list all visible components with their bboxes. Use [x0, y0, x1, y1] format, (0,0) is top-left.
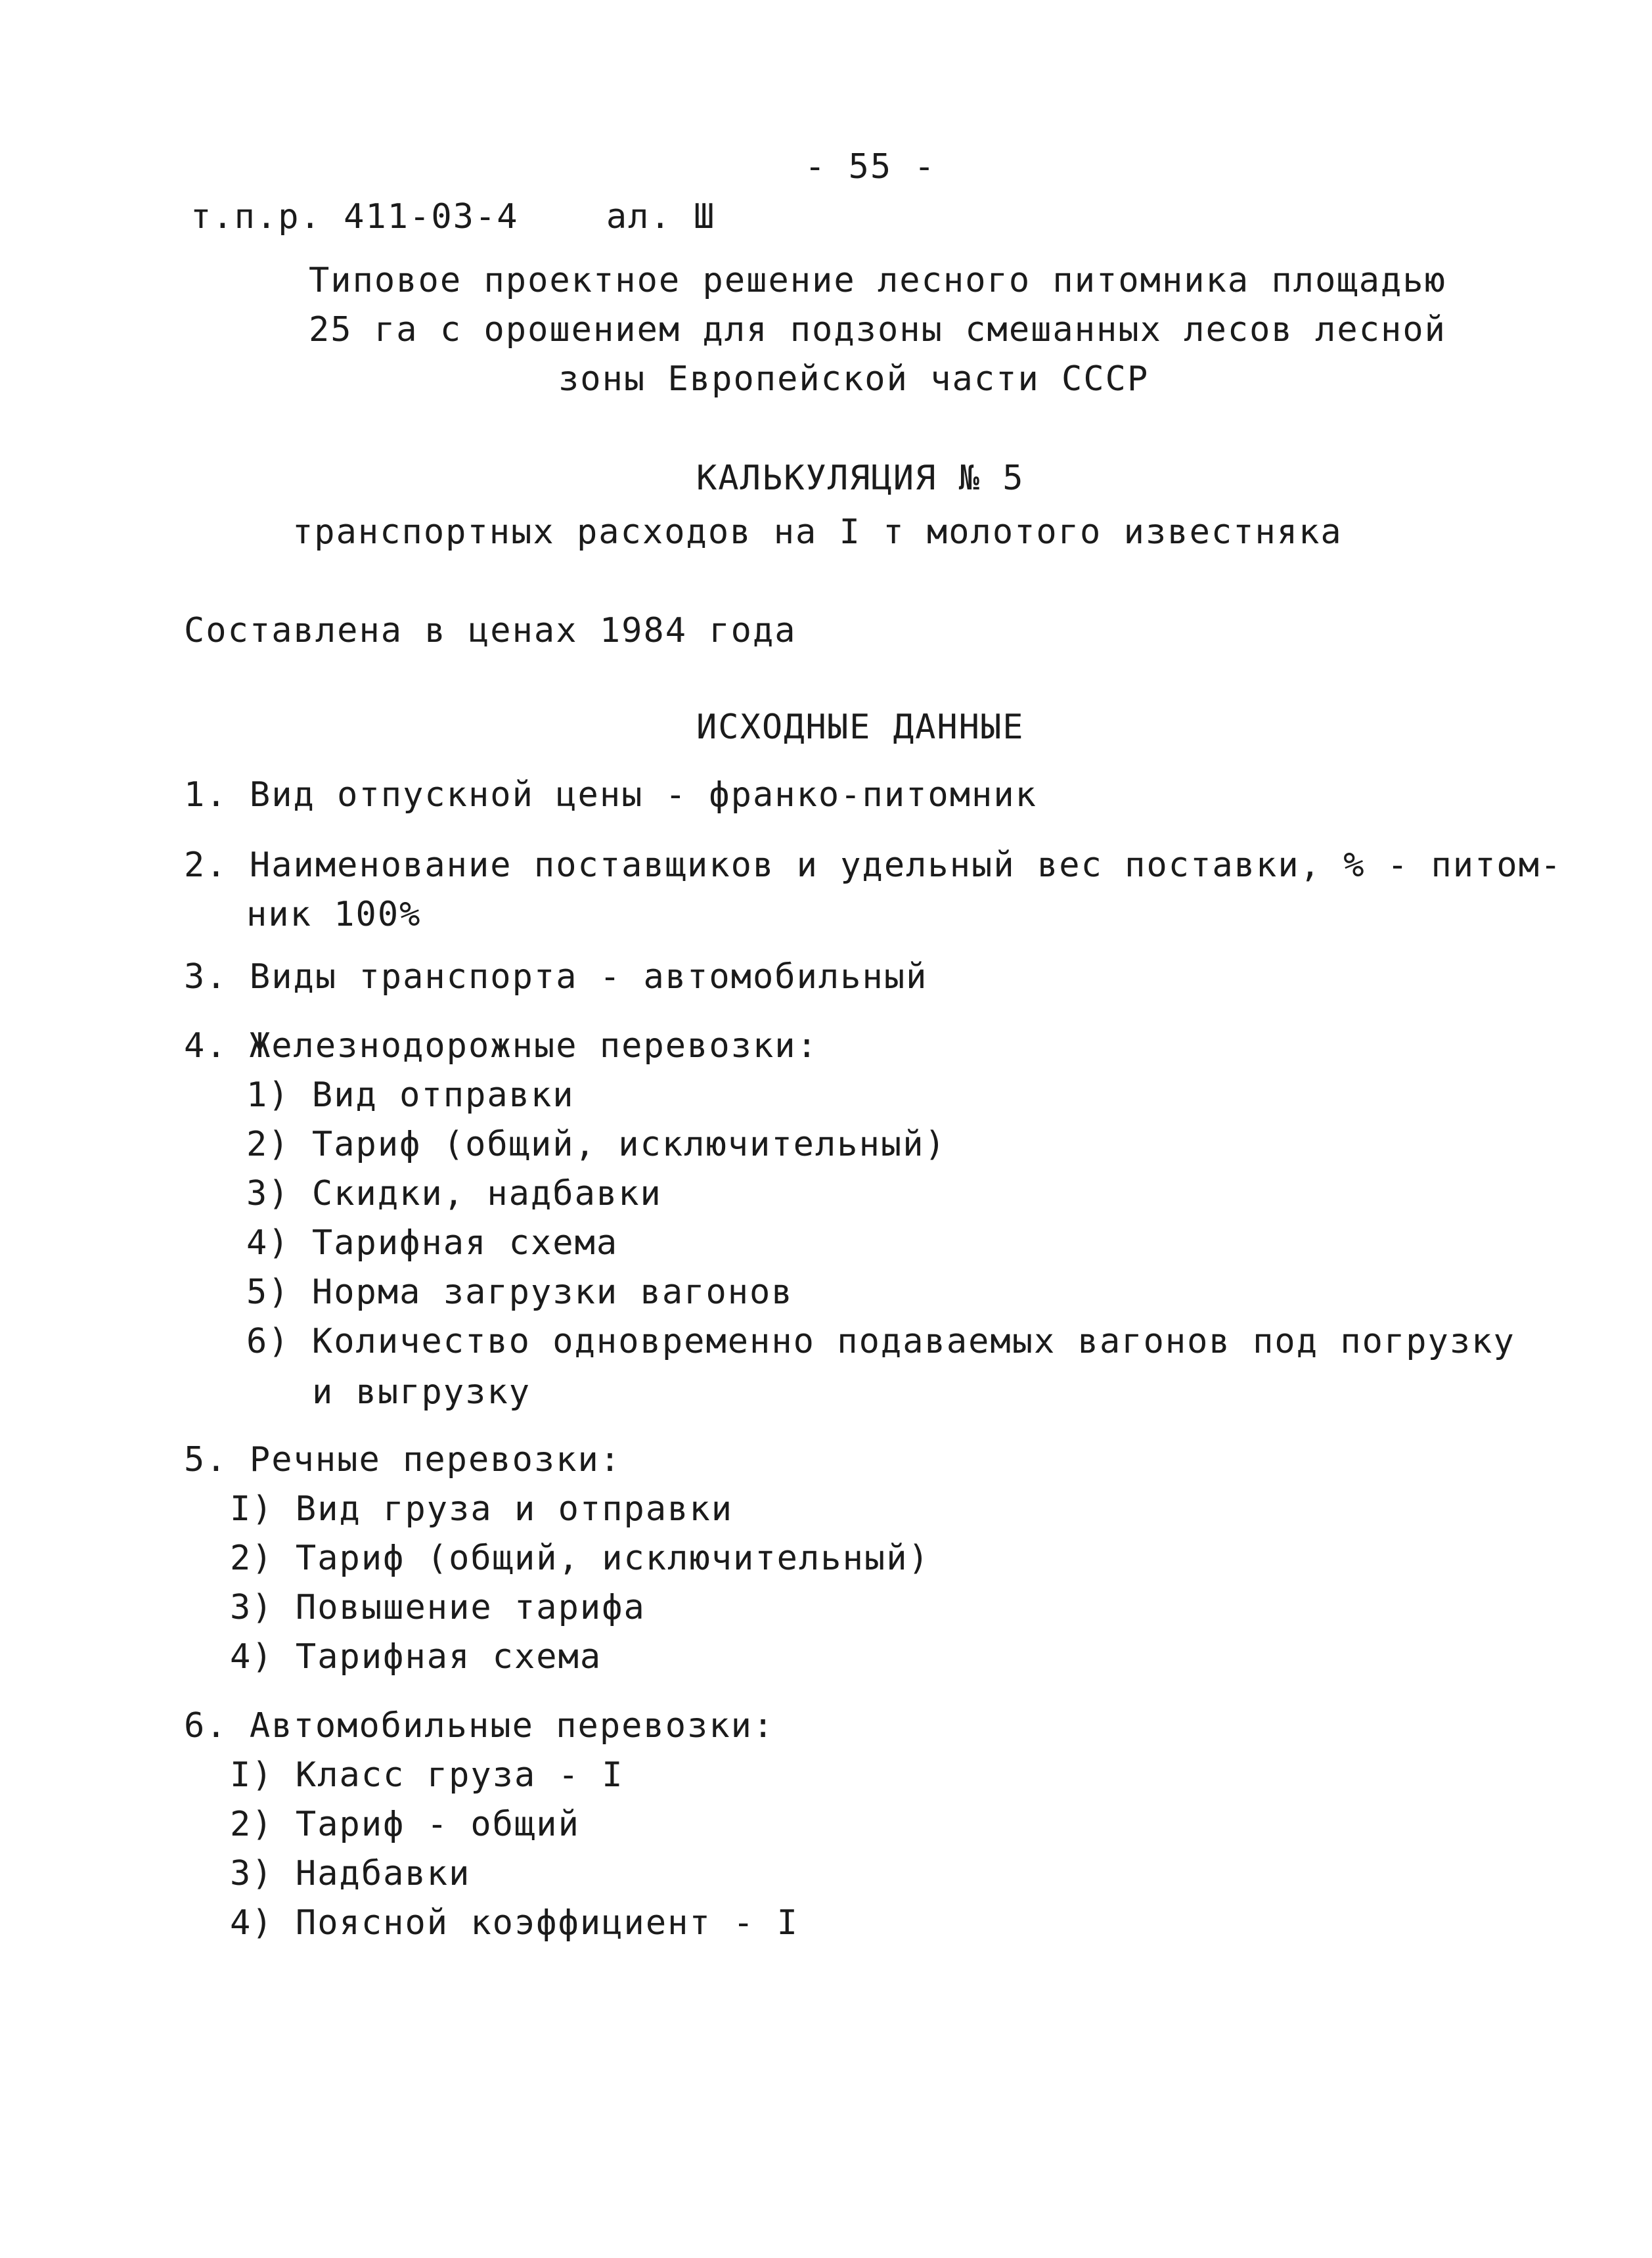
sub-list-item: 4) Тарифная схема	[246, 1223, 619, 1263]
sub-list-item: 2) Тариф - общий	[230, 1805, 580, 1844]
list-item: 3. Виды транспорта - автомобильный	[184, 957, 928, 997]
title-line-1: Типовое проектное решение лесного питомника площадью	[309, 261, 1446, 300]
sub-list-item: 4) Тарифная схема	[230, 1637, 602, 1677]
list-item-continuation: ник 100%	[246, 895, 422, 934]
title-line-3: зоны Европейской части СССР	[558, 359, 1150, 399]
list-item: 2. Наименование поставщиков и удельный вес поставки, % - питом-	[184, 846, 1563, 885]
list-item: 6. Автомобильные перевозки:	[184, 1706, 775, 1746]
list-item: 4. Железнодорожные перевозки:	[184, 1026, 818, 1066]
sub-list-item: 6) Количество одновременно подаваемых вагонов под погрузку	[246, 1322, 1515, 1361]
calculation-subtitle: транспортных расходов на I т молотого известняка	[292, 512, 1343, 552]
sub-list-item: 5) Норма загрузки вагонов	[246, 1273, 793, 1312]
calculation-title: КАЛЬКУЛЯЦИЯ № 5	[696, 459, 1025, 498]
sub-list-item: 3) Повышение тарифа	[230, 1588, 646, 1627]
sub-list-item: I) Класс груза - I	[230, 1755, 624, 1795]
sub-list-item: 2) Тариф (общий, исключительный)	[246, 1125, 947, 1164]
sub-list-item: 3) Скидки, надбавки	[246, 1174, 662, 1213]
sub-list-item: 3) Надбавки	[230, 1854, 471, 1893]
section-title: ИСХОДНЫЕ ДАННЫЕ	[696, 708, 1025, 747]
sub-list-item: I) Вид груза и отправки	[230, 1489, 734, 1529]
page-number: - 55 -	[805, 147, 936, 187]
document-reference: т.п.р. 411-03-4 ал. Ш	[190, 197, 716, 237]
list-item: 1. Вид отпускной цены - франко-питомник	[184, 775, 1037, 815]
sub-list-item-continuation: и выгрузку	[312, 1372, 531, 1412]
title-line-2: 25 га с орошением для подзоны смешанных лесов лесной	[309, 310, 1446, 350]
sub-list-item: 2) Тариф (общий, исключительный)	[230, 1539, 930, 1578]
sub-list-item: 4) Поясной коэффициент - I	[230, 1903, 799, 1943]
list-item: 5. Речные перевозки:	[184, 1440, 622, 1479]
prices-note: Составлена в ценах 1984 года	[184, 611, 797, 650]
sub-list-item: 1) Вид отправки	[246, 1075, 575, 1115]
